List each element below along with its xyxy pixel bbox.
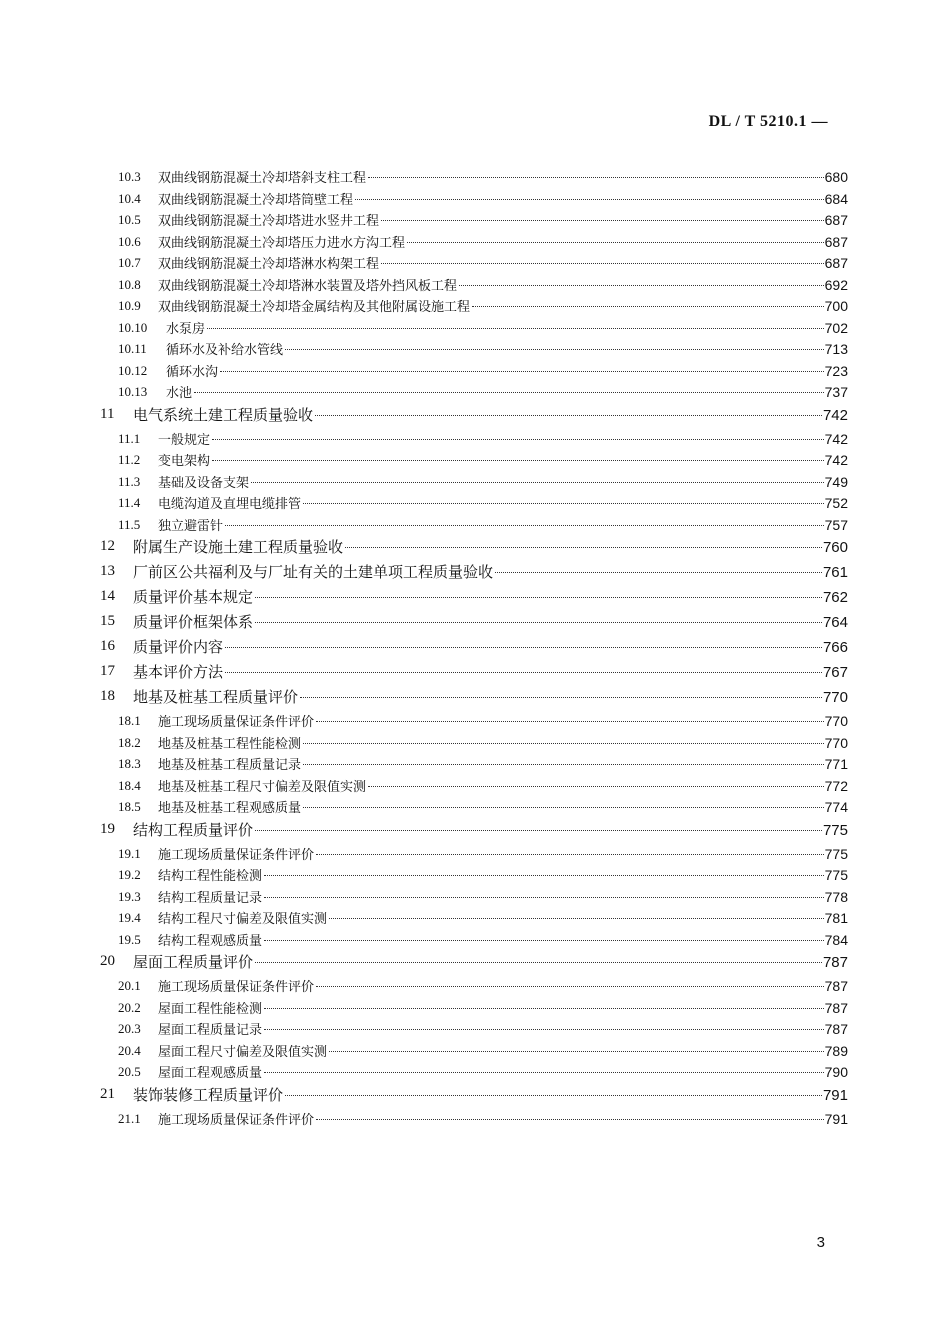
toc-entry [158, 712, 848, 732]
dot-leader [285, 1095, 822, 1096]
toc-chapter[interactable] [0, 685, 950, 710]
dot-leader [303, 764, 824, 765]
toc-section[interactable] [0, 1040, 950, 1062]
toc-title: 基本评价方法 [133, 663, 224, 681]
toc-number: 10.4 [118, 190, 141, 206]
toc-chapter[interactable] [0, 818, 950, 843]
toc-number: 21 [100, 1085, 115, 1102]
toc-page-number: 737 [824, 384, 848, 400]
toc-title: 屋面工程性能检测 [158, 1001, 263, 1017]
toc-section[interactable] [0, 252, 950, 274]
toc-page-number: 772 [824, 777, 848, 794]
dot-leader [255, 830, 822, 831]
dot-leader [368, 786, 824, 787]
toc-entry [158, 798, 848, 818]
toc-number: 10.3 [118, 169, 141, 184]
dot-leader [264, 875, 824, 876]
toc-section[interactable] [0, 929, 950, 951]
toc-page-number: 713 [824, 341, 848, 357]
toc-title: 屋面工程质量评价 [133, 953, 254, 971]
toc-section[interactable] [0, 864, 950, 886]
dot-leader [316, 986, 824, 987]
toc-number: 18 [100, 688, 115, 704]
dot-leader [329, 918, 824, 919]
toc-number: 19 [100, 820, 115, 837]
toc-number: 10.13 [118, 384, 148, 399]
toc-section[interactable] [0, 514, 950, 536]
toc-title: 屋面工程质量记录 [158, 1023, 263, 1038]
toc-entry [158, 297, 848, 317]
toc-page-number: 767 [822, 664, 848, 681]
dot-leader [225, 525, 824, 526]
dot-leader [315, 415, 822, 416]
toc-entry [158, 909, 848, 929]
toc-page-number: 702 [824, 319, 848, 336]
toc-number: 10.12 [118, 362, 148, 378]
toc-section[interactable] [0, 907, 950, 929]
toc-section[interactable] [0, 710, 950, 732]
toc-title: 屋面工程观感质量 [158, 1066, 263, 1081]
toc-title: 一般规定 [158, 432, 211, 448]
toc-section[interactable] [0, 1108, 950, 1130]
toc-section[interactable] [0, 209, 950, 231]
toc-number: 18.2 [118, 734, 141, 750]
toc-section[interactable] [0, 428, 950, 450]
dot-leader [472, 306, 824, 307]
dot-leader [303, 503, 824, 504]
toc-chapter[interactable] [0, 950, 950, 975]
dot-leader [264, 1072, 824, 1073]
toc-title: 水泵房 [166, 321, 206, 337]
toc-section[interactable] [0, 231, 950, 253]
toc-section[interactable] [0, 975, 950, 997]
toc-entry [158, 430, 848, 450]
toc-entry [158, 211, 848, 231]
toc-entry [166, 383, 848, 403]
toc-title: 双曲线钢筋混凝土冷却塔压力进水方沟工程 [158, 235, 406, 251]
toc-title: 双曲线钢筋混凝土冷却塔进水竖井工程 [158, 214, 380, 229]
toc-title: 独立避雷针 [158, 518, 224, 534]
toc-number: 17 [100, 663, 115, 679]
toc-title: 电缆沟道及直埋电缆排管 [158, 497, 302, 512]
toc-number: 20.1 [118, 978, 141, 993]
toc-number: 20.3 [118, 1021, 141, 1036]
toc-page-number: 687 [824, 212, 848, 228]
toc-entry [133, 405, 848, 426]
toc-number: 18.3 [118, 756, 141, 771]
dot-leader [194, 392, 824, 393]
toc-page-number: 687 [824, 255, 848, 271]
toc-title: 变电架构 [158, 454, 211, 469]
toc-title: 地基及桩基工程质量记录 [158, 758, 302, 773]
dot-leader [220, 371, 824, 372]
toc-entry [158, 888, 848, 908]
toc-section[interactable] [0, 188, 950, 210]
toc-entry [158, 931, 848, 951]
toc-title: 施工现场质量保证条件评价 [158, 1112, 315, 1128]
toc-title: 循环水沟 [166, 364, 219, 380]
toc-title: 厂前区公共福利及与厂址有关的土建单项工程质量验收 [133, 563, 494, 581]
toc-section[interactable] [0, 381, 950, 403]
toc-page-number: 775 [824, 867, 848, 883]
dot-leader [316, 1119, 824, 1120]
toc-title: 双曲线钢筋混凝土冷却塔淋水构架工程 [158, 257, 380, 272]
dot-leader [381, 263, 824, 264]
toc-title: 双曲线钢筋混凝土冷却塔斜支柱工程 [158, 171, 367, 186]
toc-chapter[interactable] [0, 1083, 950, 1108]
toc-section[interactable] [0, 1061, 950, 1083]
toc-entry [158, 977, 848, 997]
toc-title: 结构工程尺寸偏差及限值实测 [158, 912, 328, 927]
dot-leader [212, 460, 824, 461]
toc-entry [158, 1063, 848, 1083]
toc-page-number: 791 [824, 1110, 848, 1127]
toc-page-number: 757 [824, 516, 848, 533]
toc-entry [133, 537, 848, 558]
toc-title: 附属生产设施土建工程质量验收 [133, 538, 344, 556]
toc-title: 施工现场质量保证条件评价 [158, 980, 315, 995]
toc-entry [158, 168, 848, 188]
toc-section[interactable] [0, 886, 950, 908]
toc-number: 20.2 [118, 999, 141, 1015]
dot-leader [212, 439, 824, 440]
toc-entry [158, 254, 848, 274]
toc-entry [158, 233, 848, 253]
toc-page-number: 771 [824, 756, 848, 772]
toc-title: 地基及桩基工程尺寸偏差及限值实测 [158, 779, 367, 795]
toc-chapter[interactable] [0, 610, 950, 635]
toc-entry [158, 777, 848, 797]
toc-entry [158, 999, 848, 1019]
toc-title: 质量评价基本规定 [133, 588, 254, 606]
toc-number: 10.6 [118, 233, 141, 249]
toc-number: 18.5 [118, 799, 141, 814]
toc-page-number: 684 [824, 190, 848, 207]
toc-entry [166, 362, 848, 382]
dot-leader [264, 897, 824, 898]
toc-number: 10.11 [118, 341, 147, 356]
dot-leader [368, 177, 824, 178]
dot-leader [381, 220, 824, 221]
toc-entry [166, 340, 848, 360]
toc-number: 11 [100, 405, 115, 422]
toc-number: 18.4 [118, 777, 141, 793]
toc-number: 10.8 [118, 276, 141, 292]
toc-title: 水池 [166, 386, 193, 401]
toc-page-number: 742 [824, 452, 848, 468]
toc-title: 质量评价内容 [133, 638, 224, 656]
toc-title: 结构工程观感质量 [158, 933, 263, 949]
toc-title: 地基及桩基工程观感质量 [158, 801, 302, 816]
toc-number: 19.5 [118, 931, 141, 947]
dot-leader [264, 940, 824, 941]
dot-leader [459, 285, 824, 286]
toc-number: 19.2 [118, 867, 141, 882]
toc-entry [133, 952, 848, 973]
toc-title: 施工现场质量保证条件评价 [158, 715, 315, 730]
toc-title: 循环水及补给水管线 [166, 343, 284, 358]
toc-chapter[interactable] [0, 403, 950, 428]
toc-title: 结构工程质量评价 [133, 820, 254, 839]
toc-title: 屋面工程尺寸偏差及限值实测 [158, 1044, 328, 1060]
toc-page-number: 687 [824, 233, 848, 250]
toc-number: 11.1 [118, 430, 141, 446]
toc-number: 11.4 [118, 495, 141, 510]
document-code: DL / T 5210.1 — [708, 113, 828, 130]
toc-chapter[interactable] [0, 635, 950, 660]
toc-entry [133, 687, 848, 708]
toc-entry [158, 1020, 848, 1040]
toc-section[interactable] [0, 997, 950, 1019]
toc-page-number: 781 [824, 910, 848, 926]
toc-page-number: 787 [824, 978, 848, 994]
dot-leader [264, 1029, 824, 1030]
toc-title: 双曲线钢筋混凝土冷却塔金属结构及其他附属设施工程 [158, 300, 471, 315]
toc-entry [166, 319, 848, 339]
toc-page-number: 787 [824, 1021, 848, 1037]
toc-section[interactable] [0, 732, 950, 754]
toc-entry [158, 473, 848, 493]
toc-page-number: 770 [824, 713, 848, 729]
toc-number: 20 [100, 953, 115, 969]
dot-leader [345, 547, 822, 548]
toc-number: 11.5 [118, 516, 141, 532]
dot-leader [300, 697, 822, 698]
toc-section[interactable] [0, 492, 950, 514]
toc-number: 10.7 [118, 255, 141, 270]
toc-entry [133, 637, 848, 658]
toc-chapter[interactable] [0, 535, 950, 560]
toc-chapter[interactable] [0, 585, 950, 610]
toc-section[interactable] [0, 775, 950, 797]
toc-title: 电气系统土建工程质量验收 [133, 405, 314, 424]
toc-chapter[interactable] [0, 660, 950, 685]
toc-page-number: 752 [824, 495, 848, 511]
toc-chapter[interactable] [0, 560, 950, 585]
dot-leader [303, 807, 824, 808]
dot-leader [225, 672, 822, 673]
toc-entry [158, 755, 848, 775]
toc-entry [133, 587, 848, 608]
toc-entry [133, 820, 848, 841]
dot-leader [225, 647, 822, 648]
dot-leader [207, 328, 824, 329]
toc-entry [158, 276, 848, 296]
toc-page-number: 770 [822, 689, 848, 706]
toc-page-number: 760 [822, 539, 848, 556]
toc-number: 13 [100, 563, 115, 579]
toc-section[interactable] [0, 843, 950, 865]
toc-entry [133, 562, 848, 583]
toc-number: 11.2 [118, 452, 141, 467]
toc-entry [158, 845, 848, 865]
toc-page-number: 791 [822, 1086, 848, 1104]
toc-title: 结构工程质量记录 [158, 890, 263, 906]
toc-page-number: 742 [822, 406, 848, 424]
toc-number: 19.4 [118, 910, 141, 925]
toc-page-number: 790 [824, 1064, 848, 1080]
dot-leader [316, 854, 824, 855]
dot-leader [285, 349, 824, 350]
toc-page-number: 766 [822, 639, 848, 656]
toc-section[interactable] [0, 796, 950, 818]
toc-page-number: 761 [822, 564, 848, 581]
toc-number: 20.4 [118, 1042, 141, 1058]
toc-number: 10.9 [118, 298, 141, 313]
toc-section[interactable] [0, 274, 950, 296]
toc-title: 地基及桩基工程质量评价 [133, 688, 299, 706]
toc-entry [158, 1042, 848, 1062]
toc-title: 基础及设备支架 [158, 475, 250, 491]
page-number: 3 [816, 1234, 825, 1251]
toc-number: 16 [100, 638, 115, 654]
toc-entry [158, 866, 848, 886]
toc-number: 14 [100, 588, 115, 604]
toc-title: 施工现场质量保证条件评价 [158, 847, 315, 863]
toc-section[interactable] [0, 1018, 950, 1040]
toc-entry [158, 1110, 848, 1130]
toc-page-number: 789 [824, 1042, 848, 1059]
dot-leader [495, 572, 822, 573]
toc-section[interactable] [0, 317, 950, 339]
toc-number: 11.3 [118, 473, 141, 489]
toc-entry [158, 494, 848, 514]
dot-leader [251, 482, 824, 483]
dot-leader [255, 962, 822, 963]
dot-leader [316, 721, 824, 722]
dot-leader [255, 597, 822, 598]
toc-page-number: 775 [822, 821, 848, 839]
toc-page-number: 787 [822, 954, 848, 971]
toc-title: 双曲线钢筋混凝土冷却塔淋水装置及塔外挡风板工程 [158, 278, 458, 294]
toc-page-number: 784 [824, 931, 848, 948]
toc-page-number: 775 [824, 845, 848, 862]
dot-leader [407, 242, 824, 243]
toc-section[interactable] [0, 471, 950, 493]
toc-section[interactable] [0, 360, 950, 382]
toc-number: 19.1 [118, 845, 141, 861]
dot-leader [355, 199, 824, 200]
toc-page-number: 749 [824, 473, 848, 490]
toc-page-number: 778 [824, 888, 848, 905]
toc-page-number: 723 [824, 362, 848, 379]
toc-page-number: 787 [824, 999, 848, 1016]
toc-section[interactable] [0, 753, 950, 775]
toc-entry [133, 662, 848, 683]
toc-entry [158, 516, 848, 536]
toc-section[interactable] [0, 166, 950, 188]
toc-title: 质量评价框架体系 [133, 613, 254, 631]
toc-entry [158, 734, 848, 754]
toc-page-number: 762 [822, 589, 848, 606]
toc-page-number: 774 [824, 799, 848, 815]
dot-leader [329, 1051, 824, 1052]
dot-leader [264, 1008, 824, 1009]
toc-entry [133, 1085, 848, 1106]
toc-entry [158, 190, 848, 210]
toc-title: 地基及桩基工程性能检测 [158, 736, 302, 752]
toc-number: 15 [100, 613, 115, 629]
toc-number: 21.1 [118, 1110, 141, 1126]
toc-title: 双曲线钢筋混凝土冷却塔筒壁工程 [158, 192, 354, 208]
toc-number: 10.5 [118, 212, 141, 227]
toc-title: 结构工程性能检测 [158, 869, 263, 884]
toc-title: 装饰装修工程质量评价 [133, 1085, 284, 1104]
toc-page-number: 764 [822, 614, 848, 631]
dot-leader [255, 622, 822, 623]
table-of-contents [0, 166, 950, 1129]
toc-section[interactable] [0, 449, 950, 471]
toc-number: 19.3 [118, 888, 141, 904]
toc-page-number: 692 [824, 276, 848, 293]
toc-page-number: 700 [824, 298, 848, 314]
toc-number: 12 [100, 538, 115, 554]
toc-entry [158, 451, 848, 471]
dot-leader [303, 743, 824, 744]
toc-number: 10.10 [118, 319, 148, 335]
toc-section[interactable] [0, 338, 950, 360]
toc-page-number: 770 [824, 734, 848, 751]
toc-page-number: 680 [824, 169, 848, 185]
toc-number: 20.5 [118, 1064, 141, 1079]
toc-entry [133, 612, 848, 633]
toc-page-number: 742 [824, 430, 848, 447]
toc-section[interactable] [0, 295, 950, 317]
toc-number: 18.1 [118, 713, 141, 728]
